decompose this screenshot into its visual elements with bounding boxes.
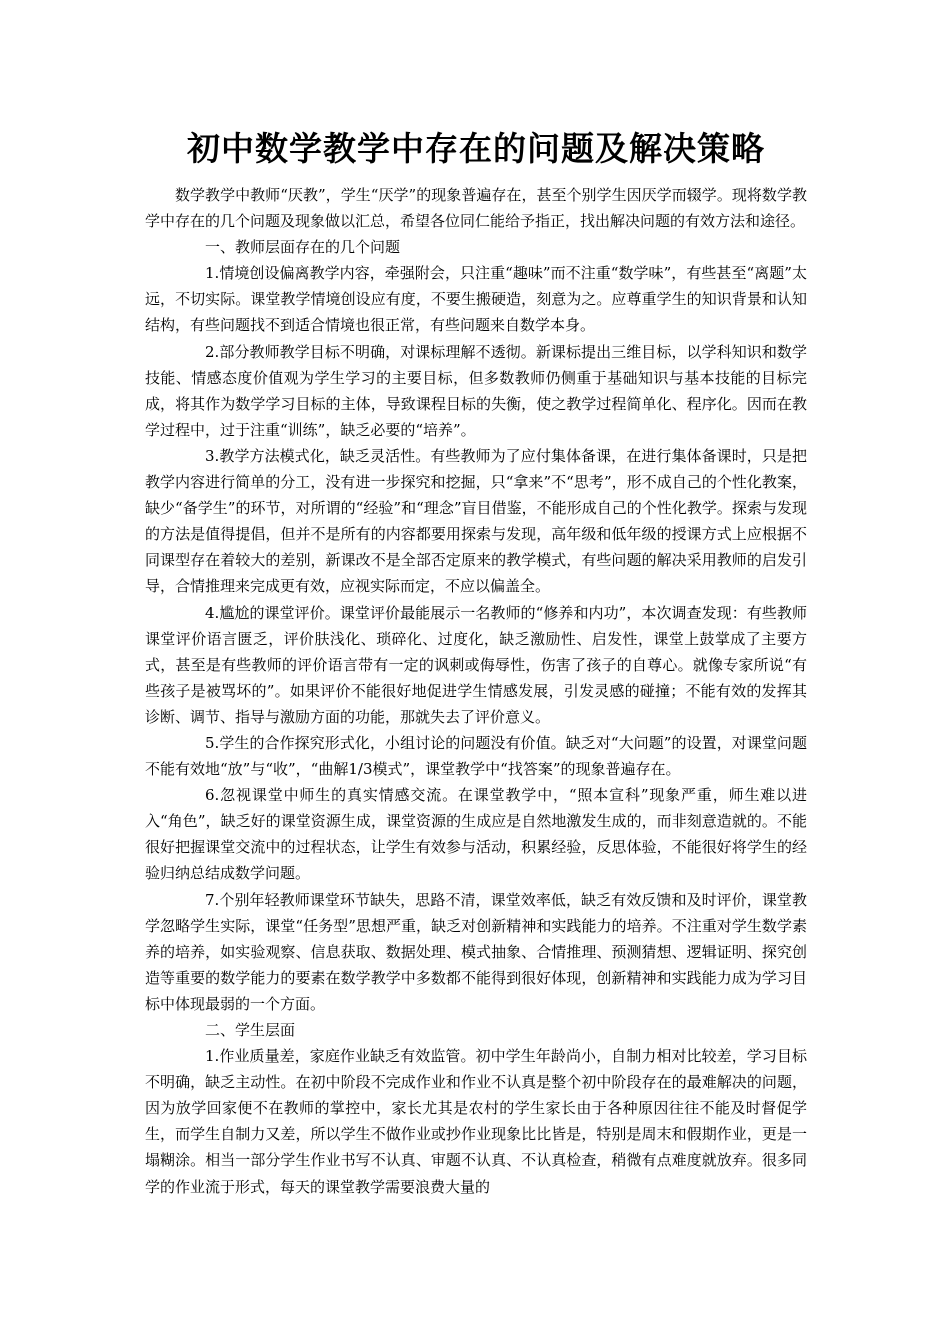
document-title: 初中数学教学中存在的问题及解决策略 [187,129,765,168]
teacher-issue-2: 2.部分教师教学目标不明确，对课标理解不透彻。新课标提出三维目标，以学科知识和数学技能、情感态度价值观为学生学习的主要目标，但多数教师仍侧重于基础知识与基本技能的目标完成，将其作为数学学习目标的主体，导致课程目标的失衡，使之教学过程简单化、程序化。因而在教学过程中，过于注重“训练”，缺乏必要的“培养”。 [145,342,807,439]
student-issue-1: 1.作业质量差，家庭作业缺乏有效监管。初中学生年龄尚小，自制力相对比较差，学习目标不明确，缺乏主动性。在初中阶段不完成作业和作业不认真是整个初中阶段存在的最难解决的问题，因为放学回家便不在教师的掌控中，家长尤其是农村的学生家长由于各种原因往往不能及时督促学生，而学生自制力又差，所以学生不做作业或抄作业现象比比皆是，特别是周末和假期作业，更是一塌糊涂。相当一部分学生作业书写不认真、审题不认真、不认真检查，稍微有点难度就放弃。很多同学的作业流于形式，每天的课堂教学需要浪费大量的 [145,1047,807,1196]
document-page [145,122,807,1200]
teacher-issue-7: 7.个别年轻教师课堂环节缺失，思路不清，课堂效率低，缺乏有效反馈和及时评价，课堂教学忽略学生实际，课堂“任务型”思想严重，缺乏对创新精神和实践能力的培养。不注重对学生数学素养的培养，如实验观察、信息获取、数据处理、模式抽象、合情推理、预测猜想、逻辑证明、探究创造等重要的数学能力的要素在数学教学中多数都不能得到很好体现，创新精神和实践能力成为学习目标中体现最弱的一个方面。 [145,890,807,1013]
teacher-issue-6: 6.忽视课堂中师生的真实情感交流。在课堂教学中，“照本宣科”现象严重，师生难以进入“角色”，缺乏好的课堂资源生成，课堂资源的生成应是自然地激发生成的，而非刻意造就的。不能很好把握课堂交流中的过程状态，让学生有效参与活动，积累经验，反思体验，不能很好将学生的经验归纳总结成数学问题。 [145,786,807,883]
teacher-issue-3: 3.教学方法模式化，缺乏灵活性。有些教师为了应付集体备课，在进行集体备课时，只是把教学内容进行简单的分工，没有进一步探究和挖掘，只“拿来”不“思考”，形不成自己的个性化教案，缺少“备学生”的环节，对所谓的“经验”和“理念”盲目借鉴，不能形成自己的个性化教学。探索与发现的方法是值得提倡，但并不是所有的内容都要用探索与发现，高年级和低年级的授课方式上应根据不同课型存在着较大的差别，新课改不是全部否定原来的教学模式，有些问题的解决采用教师的启发引导，合情推理来完成更有效，应视实际而定，不应以偏盖全。 [145,446,807,596]
intro-paragraph: 数学教学中教师“厌教”，学生“厌学”的现象普遍存在，甚至个别学生因厌学而辍学。现将数学教学中存在的几个问题及现象做以汇总，希望各位同仁能给予指正，找出解决问题的有效方法和途径。 [145,186,807,231]
teacher-issue-1: 1.情境创设偏离教学内容，牵强附会，只注重“趣味”而不注重“数学味”，有些甚至“离题”太远，不切实际。课堂教学情境创设应有度，不要生搬硬造，刻意为之。应尊重学生的知识背景和认知结构，有些问题找不到适合情境也很正常，有些问题来自数学本身。 [145,264,807,335]
teacher-issue-4: 4.尴尬的课堂评价。课堂评价最能展示一名教师的“修养和内功”，本次调查发现：有些教师课堂评价语言匮乏，评价肤浅化、琐碎化、过度化，缺乏激励性、启发性，课堂上鼓掌成了主要方式，甚至是有些教师的评价语言带有一定的讽刺或侮辱性，伤害了孩子的自尊心。就像专家所说“有些孩子是被骂坏的”。如果评价不能很好地促进学生情感发展，引发灵感的碰撞；不能有效的发挥其诊断、调节、指导与激励方面的功能，那就失去了评价意义。 [145,603,807,726]
teacher-issue-5: 5.学生的合作探究形式化，小组讨论的问题没有价值。缺乏对“大问题”的设置，对课堂问题不能有效地“放”与“收”，“曲解1/3模式”，课堂教学中“找答案”的现象普遍存在。 [145,733,807,779]
section-heading-student: 二、学生层面 [205,1021,296,1039]
section-heading-teacher: 一、教师层面存在的几个问题 [205,238,401,257]
